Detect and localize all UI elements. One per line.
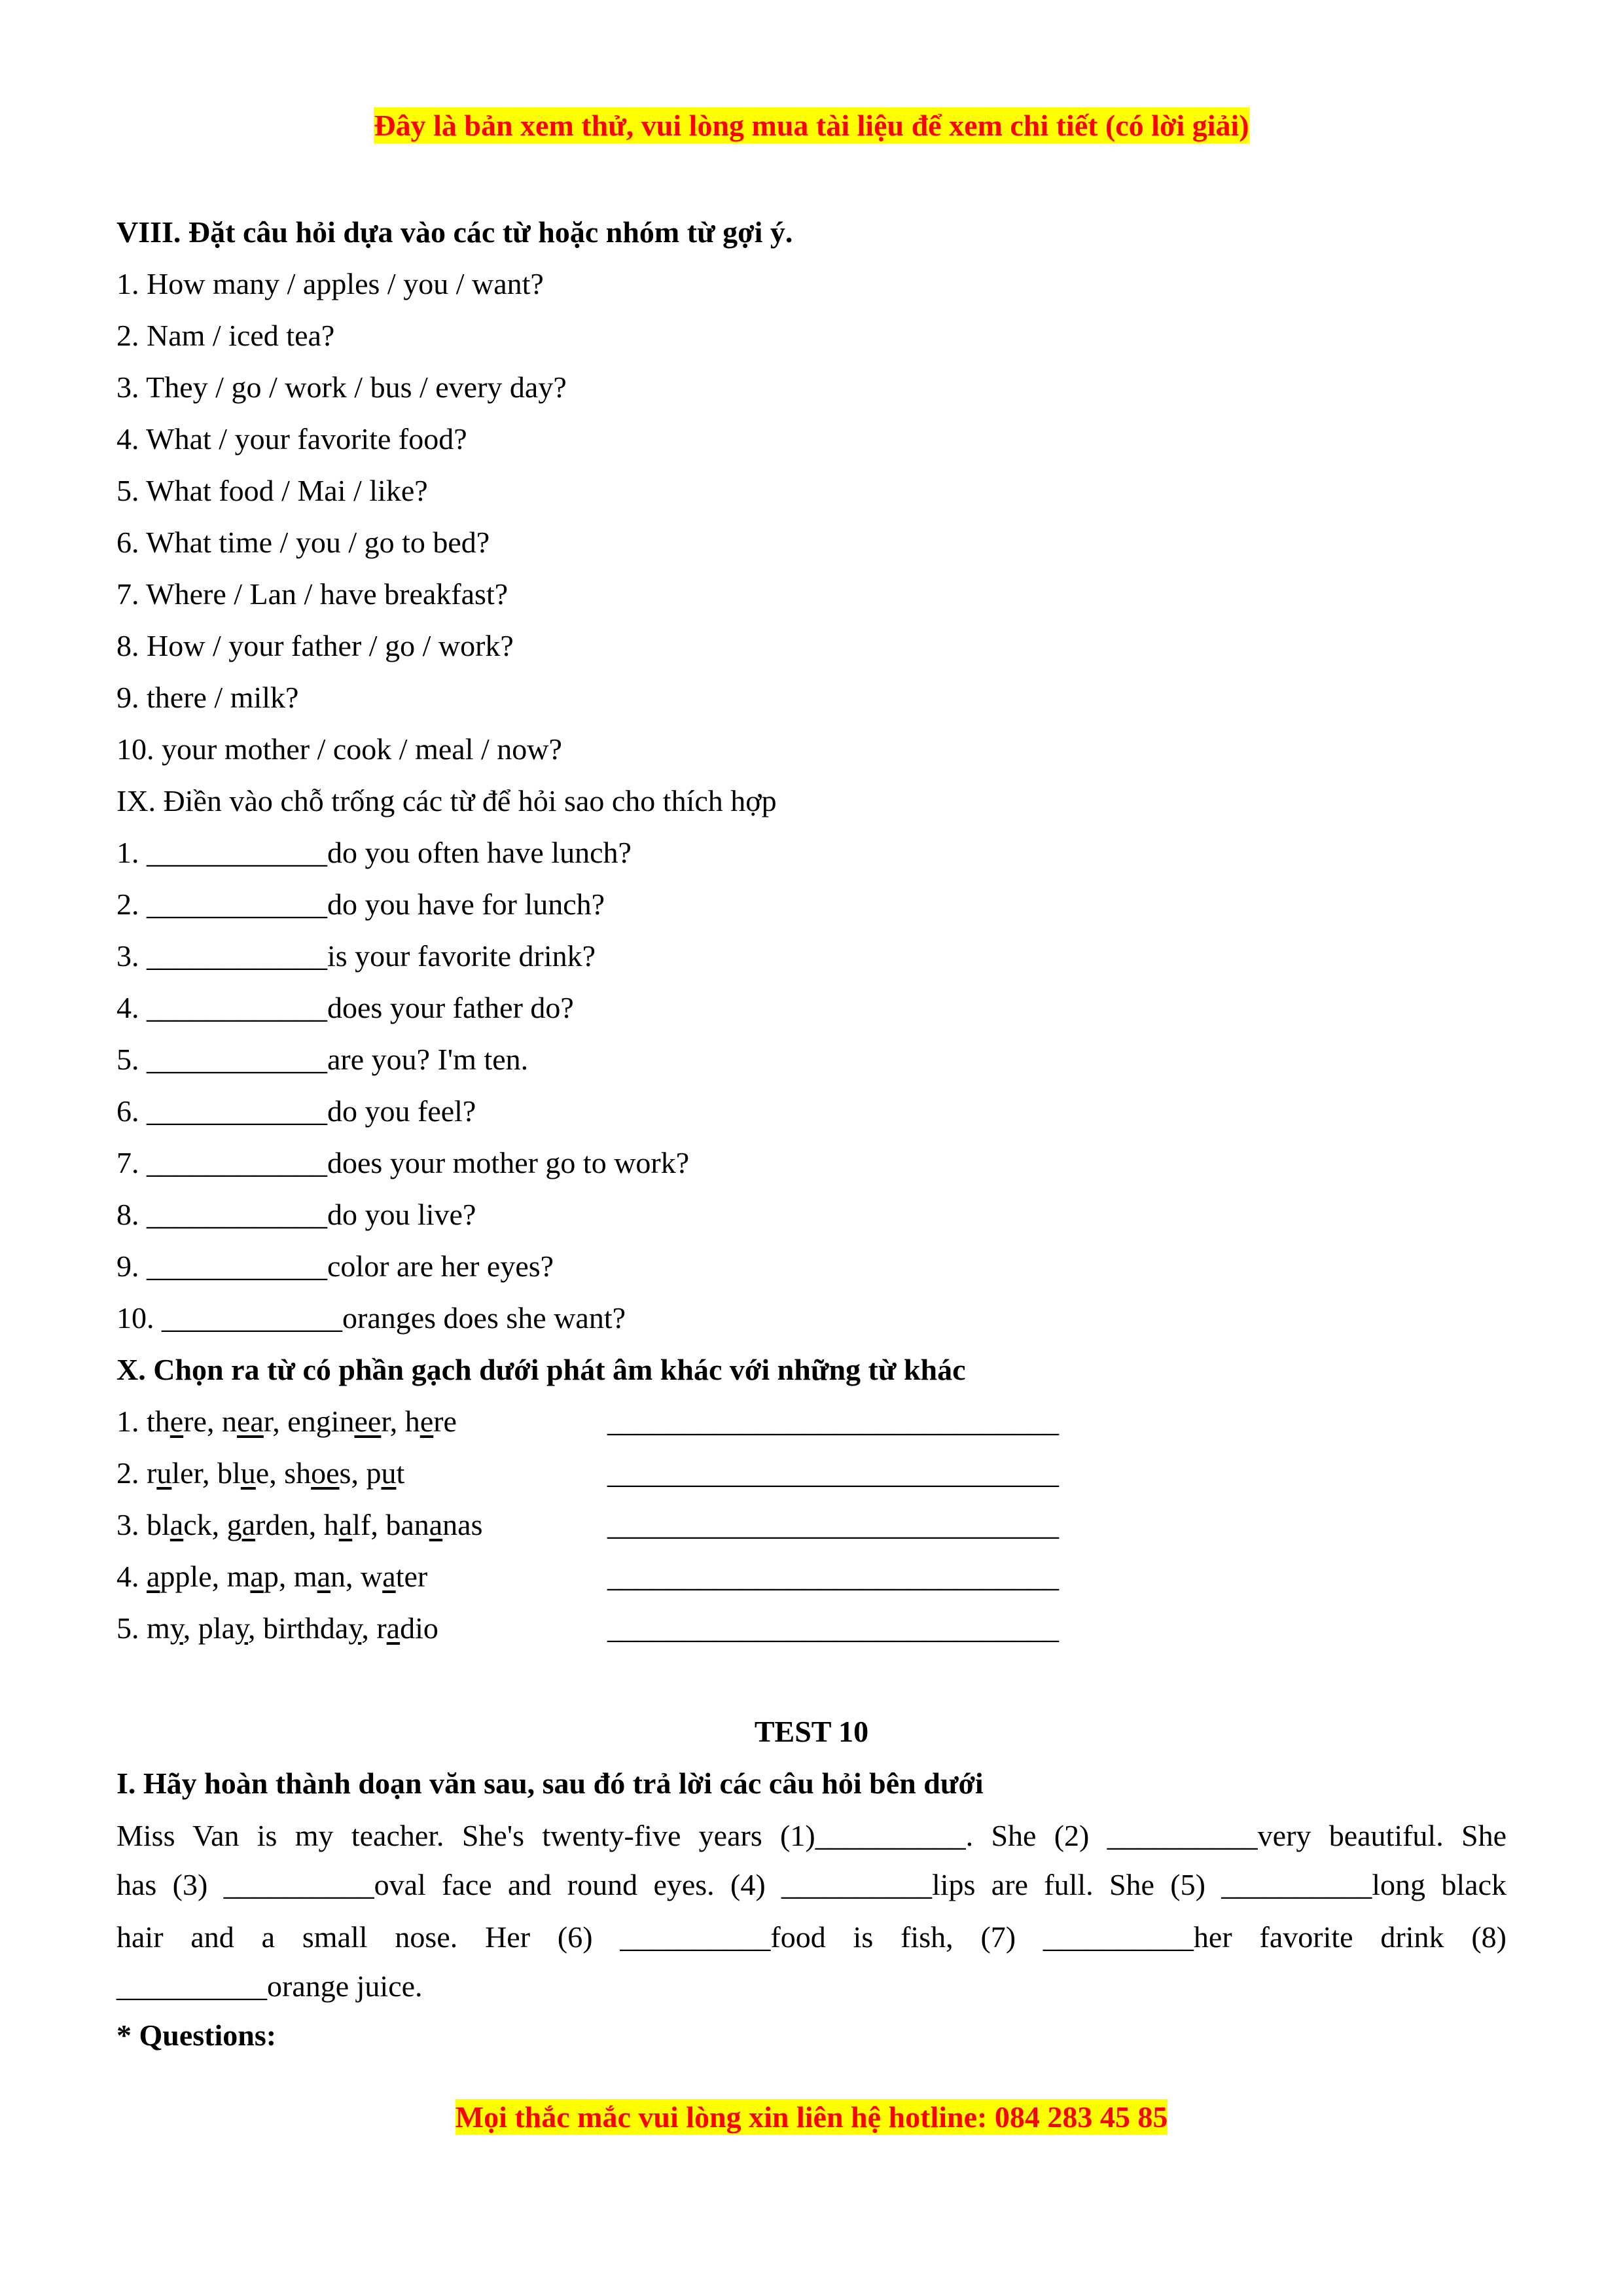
underlined-letters: a	[147, 1560, 160, 1593]
section-10-title: X. Chọn ra từ có phần gạch dưới phát âm khác với những từ khác	[116, 1353, 966, 1386]
word-text: 4.	[116, 1560, 147, 1593]
hotline-notice	[0, 2096, 1623, 2138]
underlined-letters: ee	[354, 1405, 382, 1438]
section-8-item: 3. They / go / work / bus / every day?	[116, 370, 567, 404]
section-8-item: 1. How many / apples / you / want?	[116, 267, 544, 300]
word-text: re	[433, 1405, 457, 1438]
section-8-item: 4. What / your favorite food?	[116, 422, 467, 456]
spacer	[116, 1654, 1507, 1706]
section-9-item: 10. ____________oranges does she want?	[116, 1301, 626, 1335]
section-9-item: 1. ____________do you often have lunch?	[116, 836, 632, 869]
preview-notice	[0, 105, 1623, 147]
questions-label: * Questions:	[116, 2018, 277, 2052]
phonetics-words	[116, 1456, 404, 1490]
word-text: rden, h	[255, 1508, 339, 1541]
underlined-letters: u	[381, 1456, 397, 1490]
phonetics-row	[116, 1551, 1507, 1602]
paragraph-line: hair and a small nose. Her (6) __________food is fish, (7) __________her favorite drink (8)	[116, 1920, 1507, 1954]
word-text: p, m	[263, 1560, 317, 1593]
word-text: nas	[442, 1508, 483, 1541]
section-9-item: 7. ____________does your mother go to work?	[116, 1146, 690, 1179]
word-text: n, w	[330, 1560, 383, 1593]
answer-blank: ______________________________	[607, 1405, 1059, 1438]
underlined-letters: a	[241, 1508, 256, 1541]
underlined-letters: a	[317, 1560, 331, 1593]
phonetics-words	[116, 1560, 427, 1593]
underlined-letters: a	[429, 1508, 443, 1541]
underlined-letters: y	[235, 1611, 249, 1645]
word-text: dio	[400, 1611, 438, 1645]
section-9-item: 3. ____________is your favorite drink?	[116, 939, 596, 973]
word-text: s, p	[339, 1456, 382, 1490]
phonetics-row	[116, 1499, 1507, 1551]
underlined-letters: y	[348, 1611, 362, 1645]
answer-blank: ______________________________	[607, 1456, 1059, 1490]
phonetics-list	[116, 1395, 1507, 1654]
underlined-letters: a	[386, 1611, 401, 1645]
phonetics-words	[116, 1611, 438, 1645]
word-text: ck, g	[183, 1508, 242, 1541]
test-section-1-title: I. Hãy hoàn thành doạn văn sau, sau đó trả lời các câu hỏi bên dưới	[116, 1767, 984, 1800]
underlined-letters: ea	[236, 1405, 264, 1438]
word-text: r, engin	[263, 1405, 355, 1438]
section-9-item: 5. ____________are you? I'm ten.	[116, 1043, 529, 1076]
word-text: r, h	[381, 1405, 420, 1438]
section-9-title: IX. Điền vào chỗ trống các từ để hỏi sao cho thích hợp	[116, 784, 777, 817]
underlined-letters: u	[156, 1456, 172, 1490]
section-8-item: 9. there / milk?	[116, 681, 299, 714]
word-text: ter	[395, 1560, 428, 1593]
underlined-letters: a	[169, 1508, 184, 1541]
cloze-paragraph	[116, 1813, 1507, 2009]
word-text: , r	[361, 1611, 387, 1645]
word-text: pple, m	[160, 1560, 251, 1593]
paragraph-line: has (3) __________oval face and round eyes. (4) __________lips are full. She (5) __________long black	[116, 1868, 1507, 1901]
paragraph-line: Miss Van is my teacher. She's twenty-five years (1)__________. She (2) __________very beautiful. She	[116, 1819, 1507, 1852]
underlined-letters: a	[250, 1560, 264, 1593]
word-text: 1. th	[116, 1405, 170, 1438]
section-8-item: 7. Where / Lan / have breakfast?	[116, 577, 508, 611]
section-8-title: VIII. Đặt câu hỏi dựa vào các từ hoặc nhóm từ gợi ý.	[116, 215, 793, 249]
word-text: e, sh	[255, 1456, 312, 1490]
phonetics-words	[116, 1405, 457, 1438]
preview-notice-text: Đây là bản xem thử, vui lòng mua tài liệu để xem chi tiết (có lời giải)	[374, 109, 1249, 142]
word-text: t	[396, 1456, 405, 1490]
underlined-letters: a	[382, 1560, 396, 1593]
underlined-letters: u	[240, 1456, 256, 1490]
section-9-item: 4. ____________does your father do?	[116, 991, 574, 1024]
phonetics-row	[116, 1447, 1507, 1499]
section-9-item: 8. ____________do you live?	[116, 1198, 476, 1231]
section-8-item: 5. What food / Mai / like?	[116, 474, 428, 507]
section-8-item: 2. Nam / iced tea?	[116, 319, 335, 352]
underlined-letters: e	[419, 1405, 434, 1438]
underlined-letters: e	[169, 1405, 184, 1438]
phonetics-words	[116, 1508, 482, 1541]
section-9-item: 2. ____________do you have for lunch?	[116, 888, 605, 921]
paragraph-line: __________orange juice.	[116, 1969, 423, 2003]
word-text: ler, bl	[171, 1456, 241, 1490]
section-9-item: 6. ____________do you feel?	[116, 1094, 476, 1128]
underlined-letters: oe	[311, 1456, 340, 1490]
word-text: , birthda	[248, 1611, 349, 1645]
answer-blank: ______________________________	[607, 1611, 1059, 1645]
word-text: 5. m	[116, 1611, 170, 1645]
word-text: re, n	[183, 1405, 237, 1438]
document-content	[116, 206, 1507, 2061]
phonetics-row	[116, 1395, 1507, 1447]
section-8-item: 8. How / your father / go / work?	[116, 629, 514, 662]
word-text: 2. r	[116, 1456, 157, 1490]
phonetics-row	[116, 1602, 1507, 1654]
word-text: lf, ban	[352, 1508, 429, 1541]
word-text: , pla	[183, 1611, 235, 1645]
underlined-letters: a	[338, 1508, 353, 1541]
test-heading: TEST 10	[754, 1715, 869, 1748]
hotline-notice-text: Mọi thắc mắc vui lòng xin liên hệ hotline: 084 283 45 85	[455, 2100, 1168, 2134]
section-9-item: 9. ____________color are her eyes?	[116, 1249, 554, 1283]
word-text: 3. bl	[116, 1508, 170, 1541]
section-8-item: 6. What time / you / go to bed?	[116, 526, 490, 559]
underlined-letters: y	[169, 1611, 183, 1645]
answer-blank: ______________________________	[607, 1560, 1059, 1593]
answer-blank: ______________________________	[607, 1508, 1059, 1541]
section-8-item: 10. your mother / cook / meal / now?	[116, 732, 562, 766]
